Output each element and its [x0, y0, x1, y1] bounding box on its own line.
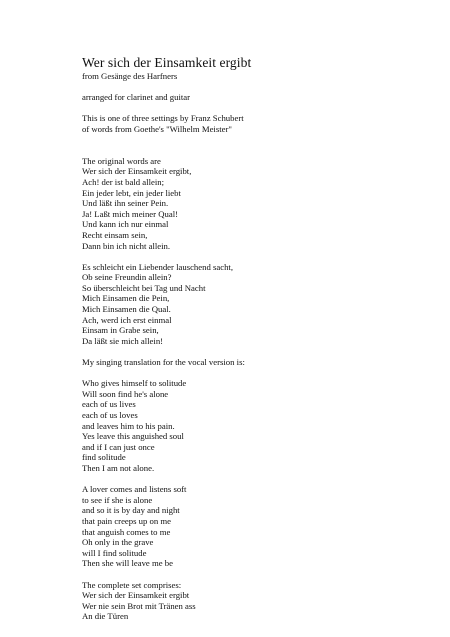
verse-line: each of us loves — [82, 410, 138, 420]
verse-line: to see if she is alone — [82, 494, 153, 505]
verse-line: Then I am not alone. — [82, 462, 155, 473]
set-list — [82, 590, 432, 622]
verse-line: Wer sich der Einsamkeit ergibt, — [82, 166, 192, 177]
verse-line: Will soon find he's alone — [82, 388, 169, 399]
spacer — [82, 569, 432, 580]
verse-line: and if I can just once — [82, 441, 155, 452]
set-item: Wer nie sein Brot mit Tränen ass — [82, 600, 196, 611]
verse-line: Da läßt sie mich allein! — [82, 335, 164, 346]
verse-line: and so it is by day and night — [82, 505, 180, 516]
set-item: Wer sich der Einsamkeit ergibt — [82, 590, 190, 601]
spacer — [82, 251, 432, 262]
verse-line: Ja! Laßt mich meiner Qual! — [82, 208, 179, 219]
stanza-1-english — [82, 378, 432, 473]
verse-line: Ach, werd ich erst einmal — [82, 314, 172, 325]
verse-line: Und kann ich nur einmal — [82, 219, 169, 230]
intro-block — [82, 113, 432, 134]
verse-line: Ein jeder lebt, ein jeder liebt — [82, 187, 181, 198]
document-page — [82, 54, 432, 622]
verse-line: that pain creeps up on me — [82, 515, 172, 526]
set-heading: The complete set comprises: — [82, 579, 182, 590]
set-item: An die Türen — [82, 611, 129, 622]
verse-line: Und läßt ihn seiner Pein. — [82, 198, 169, 209]
verse-line: that anguish comes to me — [82, 526, 171, 537]
spacer — [82, 82, 432, 93]
verse-line: Mich Einsamen die Qual. — [82, 304, 171, 315]
original-heading: The original words are — [82, 155, 161, 166]
verse-line: each of us lives — [82, 399, 136, 410]
verse-line: Yes leave this anguished soul — [82, 431, 184, 442]
verse-line: So überschleicht bei Tag und Nacht — [82, 282, 206, 293]
stanza-2-german — [82, 262, 432, 347]
verse-line: Ob seine Freundin allein? — [82, 272, 172, 283]
spacer — [82, 368, 432, 379]
verse-line: and leaves him to his pain. — [82, 420, 175, 431]
verse-line: Oh only in the grave — [82, 537, 154, 548]
intro-line: of words from Goethe's "Wilhelm Meister" — [82, 123, 232, 134]
verse-line: find solitude — [82, 452, 126, 463]
verse-line: Recht einsam sein, — [82, 229, 148, 240]
arrangement-note: arranged for clarinet and guitar — [82, 92, 191, 103]
spacer — [82, 346, 432, 357]
verse-line: Mich Einsamen die Pein, — [82, 293, 170, 304]
verse-line: Who gives himself to solitude — [82, 378, 187, 389]
spacer — [82, 474, 432, 485]
verse-line: Ach! der ist bald allein; — [82, 176, 165, 187]
verse-line: will I find solitude — [82, 547, 147, 558]
verse-line: A lover comes and listens soft — [82, 484, 187, 495]
verse-line: Then she will leave me be — [82, 558, 173, 569]
stanza-2-english — [82, 484, 432, 569]
verse-line: Dann bin ich nicht allein. — [82, 240, 171, 251]
verse-line: Es schleicht ein Liebender lauschend sacht, — [82, 261, 234, 272]
verse-line: Einsam in Grabe sein, — [82, 325, 159, 336]
stanza-1-german — [82, 166, 432, 251]
spacer — [82, 103, 432, 114]
document-title: Wer sich der Einsamkeit ergibt — [82, 55, 252, 70]
intro-line: This is one of three settings by Franz Schubert — [82, 113, 244, 124]
document-subtitle: from Gesänge des Harfners — [82, 71, 178, 81]
translation-heading: My singing translation for the vocal version is: — [82, 357, 245, 368]
spacer — [82, 135, 432, 156]
